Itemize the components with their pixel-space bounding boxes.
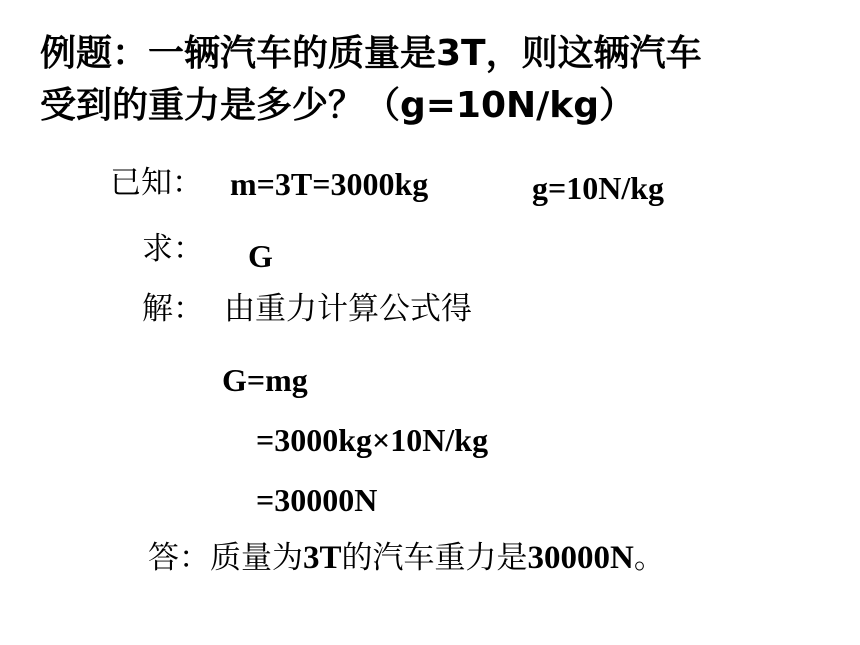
formula-line-3: =30000N <box>256 482 378 518</box>
answer-label: 答： <box>148 540 210 576</box>
solution-label: 解： <box>142 291 204 327</box>
title-line-1: 例题：一辆汽车的质量是3T，则这辆汽车 <box>40 33 702 74</box>
answer-part-1: 质量为 <box>210 540 303 576</box>
find-label: 求： <box>142 231 204 267</box>
answer-num-2: 30000N <box>527 540 634 576</box>
answer-part-3: 。 <box>633 540 665 576</box>
answer-line <box>148 542 665 575</box>
solution-text: 由重力计算公式得 <box>224 291 472 327</box>
answer-part-2: 的汽车重力是 <box>341 540 528 576</box>
known-label: 已知： <box>110 165 203 201</box>
title-line-2: 受到的重力是多少？（g=10N/kg） <box>40 85 636 126</box>
formula-line-2: =3000kg×10N/kg <box>256 422 489 458</box>
known-g: g=10N/kg <box>532 170 665 206</box>
formula-line-1: G=mg <box>222 362 308 398</box>
known-mass: m=3T=3000kg <box>230 166 429 202</box>
find-value: G <box>248 238 273 274</box>
answer-num-1: 3T <box>303 540 342 576</box>
